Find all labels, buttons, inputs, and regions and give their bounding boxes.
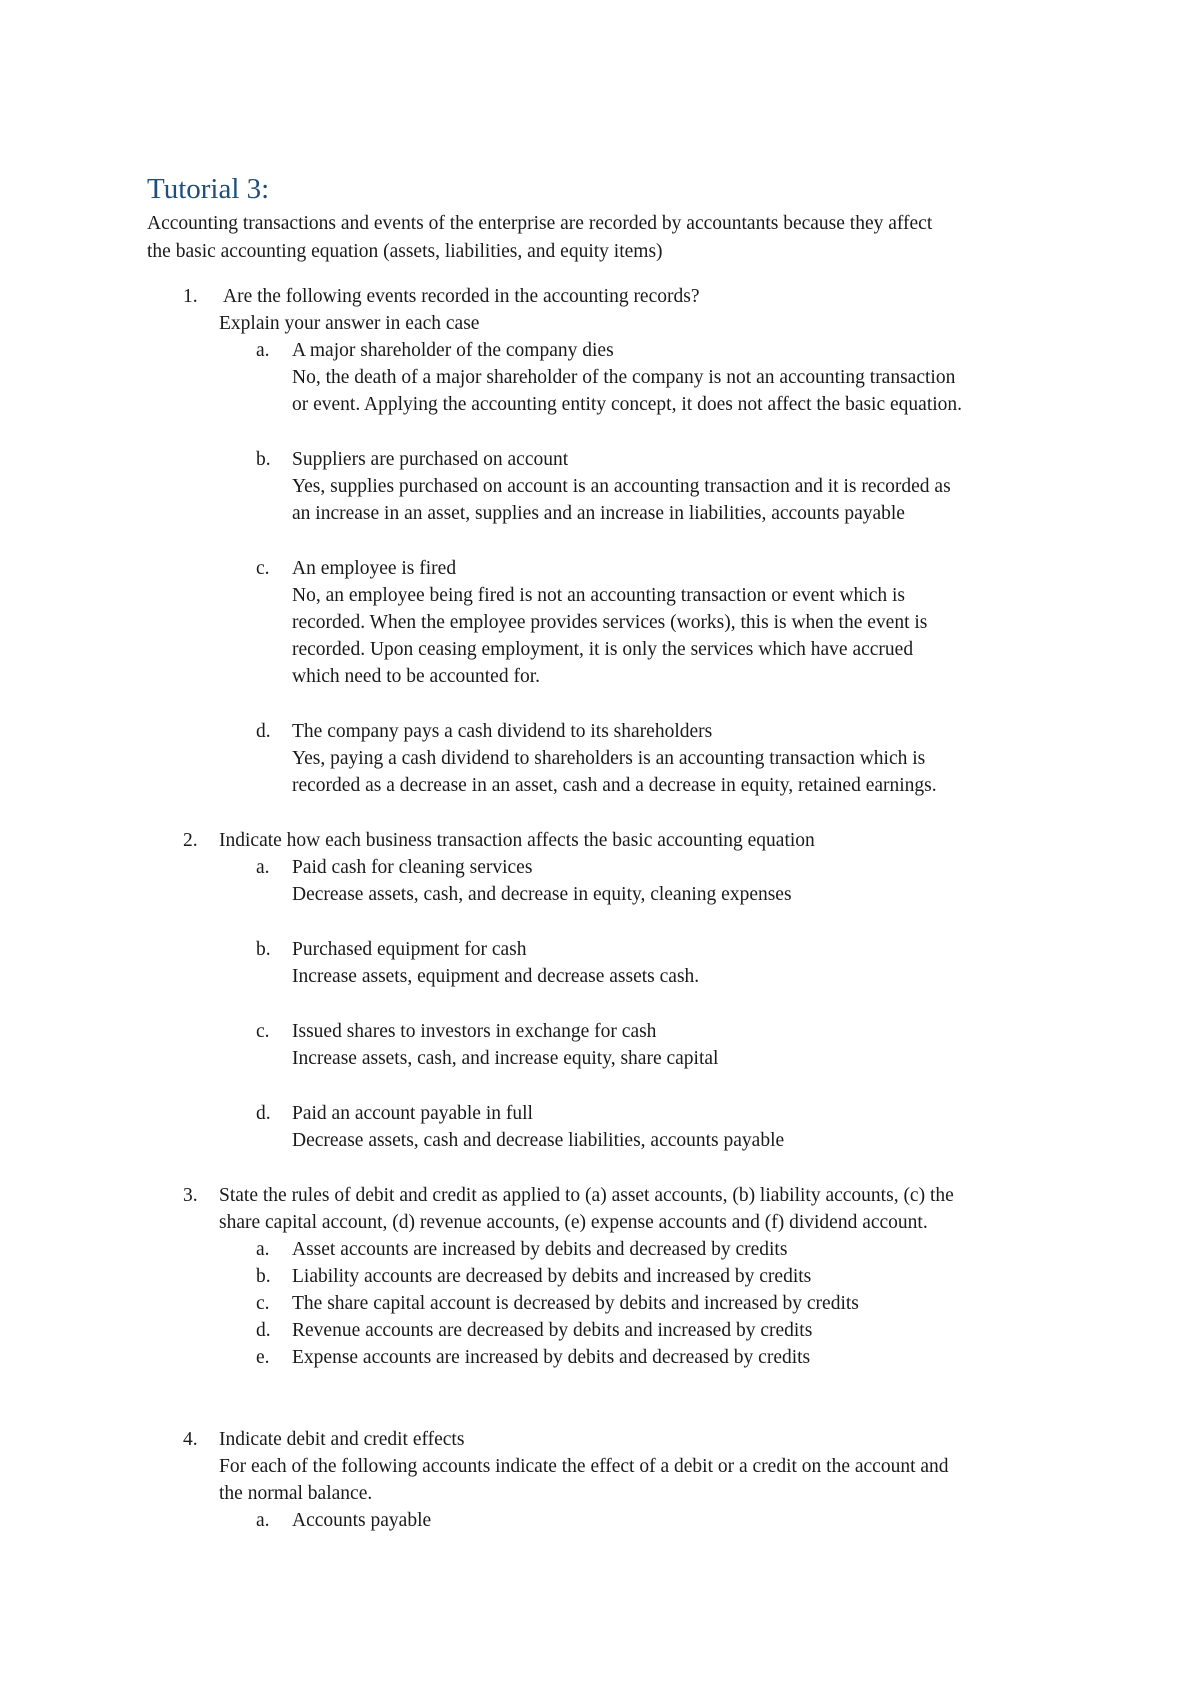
item-answer: Decrease assets, cash and decrease liabilities, accounts payable bbox=[292, 1130, 785, 1151]
item-letter: d. bbox=[256, 721, 271, 742]
question-number: 1. bbox=[183, 286, 198, 307]
intro-paragraph bbox=[147, 210, 1077, 265]
item-letter: b. bbox=[256, 1266, 271, 1287]
item-letter: a. bbox=[256, 1510, 270, 1531]
question-text: Explain your answer in each case bbox=[219, 313, 480, 334]
item-answer: Yes, supplies purchased on account is an accounting transaction and it is recorded as bbox=[292, 476, 951, 497]
item-letter: a. bbox=[256, 857, 270, 878]
question-text: For each of the following accounts indicate the effect of a debit or a credit on the account and bbox=[219, 1456, 949, 1477]
question-text: share capital account, (d) revenue accounts, (e) expense accounts and (f) dividend account. bbox=[219, 1212, 928, 1233]
page-title: Tutorial 3: bbox=[147, 173, 270, 205]
question-number: 4. bbox=[183, 1429, 198, 1450]
item-letter: c. bbox=[256, 1021, 270, 1042]
intro-line: the basic accounting equation (assets, liabilities, and equity items) bbox=[147, 240, 663, 262]
item-text: Issued shares to investors in exchange for cash bbox=[292, 1021, 657, 1042]
item-answer: Increase assets, equipment and decrease assets cash. bbox=[292, 966, 700, 987]
item-text: An employee is fired bbox=[292, 558, 457, 579]
item-letter: c. bbox=[256, 558, 270, 579]
item-letter: b. bbox=[256, 449, 271, 470]
item-text: The share capital account is decreased by debits and increased by credits bbox=[292, 1293, 859, 1314]
question-number: 2. bbox=[183, 830, 198, 851]
item-letter: a. bbox=[256, 340, 270, 361]
item-answer: recorded. When the employee provides services (works), this is when the event is bbox=[292, 612, 928, 633]
intro-line: Accounting transactions and events of the enterprise are recorded by accountants because they affect bbox=[147, 213, 933, 234]
item-text: A major shareholder of the company dies bbox=[292, 340, 614, 361]
item-answer: an increase in an asset, supplies and an increase in liabilities, accounts payable bbox=[292, 503, 905, 524]
item-text: Paid an account payable in full bbox=[292, 1103, 533, 1124]
item-letter: b. bbox=[256, 939, 271, 960]
item-text: The company pays a cash dividend to its shareholders bbox=[292, 721, 713, 742]
item-text: Expense accounts are increased by debits and decreased by credits bbox=[292, 1347, 811, 1368]
item-text: Revenue accounts are decreased by debits and increased by credits bbox=[292, 1320, 813, 1341]
question-text: Indicate debit and credit effects bbox=[219, 1429, 465, 1450]
item-answer: recorded as a decrease in an asset, cash and a decrease in equity, retained earnings. bbox=[292, 775, 937, 796]
question-number: 3. bbox=[183, 1185, 198, 1206]
item-answer: No, the death of a major shareholder of the company is not an accounting transaction bbox=[292, 367, 956, 388]
item-answer: Yes, paying a cash dividend to shareholders is an accounting transaction which is bbox=[292, 748, 926, 769]
item-text: Paid cash for cleaning services bbox=[292, 857, 533, 878]
item-answer: No, an employee being fired is not an accounting transaction or event which is bbox=[292, 585, 905, 606]
question-text: Are the following events recorded in the accounting records? bbox=[223, 286, 700, 307]
item-text: Accounts payable bbox=[292, 1510, 432, 1531]
item-text: Liability accounts are decreased by debits and increased by credits bbox=[292, 1266, 812, 1287]
item-letter: a. bbox=[256, 1239, 270, 1260]
item-answer: recorded. Upon ceasing employment, it is only the services which have accrued bbox=[292, 639, 914, 660]
item-letter: d. bbox=[256, 1103, 271, 1124]
item-answer: Increase assets, cash, and increase equity, share capital bbox=[292, 1048, 719, 1069]
item-letter: d. bbox=[256, 1320, 271, 1341]
item-answer: or event. Applying the accounting entity concept, it does not affect the basic equation. bbox=[292, 394, 963, 415]
item-text: Asset accounts are increased by debits and decreased by credits bbox=[292, 1239, 788, 1260]
item-text: Suppliers are purchased on account bbox=[292, 449, 569, 470]
item-answer: Decrease assets, cash, and decrease in equity, cleaning expenses bbox=[292, 884, 792, 905]
question-text: State the rules of debit and credit as applied to (a) asset accounts, (b) liability accounts, (c) the bbox=[219, 1185, 954, 1206]
item-answer: which need to be accounted for. bbox=[292, 666, 540, 687]
question-text: Indicate how each business transaction affects the basic accounting equation bbox=[219, 830, 815, 851]
item-letter: c. bbox=[256, 1293, 270, 1314]
question-text: the normal balance. bbox=[219, 1483, 373, 1504]
item-text: Purchased equipment for cash bbox=[292, 939, 527, 960]
item-letter: e. bbox=[256, 1347, 270, 1368]
